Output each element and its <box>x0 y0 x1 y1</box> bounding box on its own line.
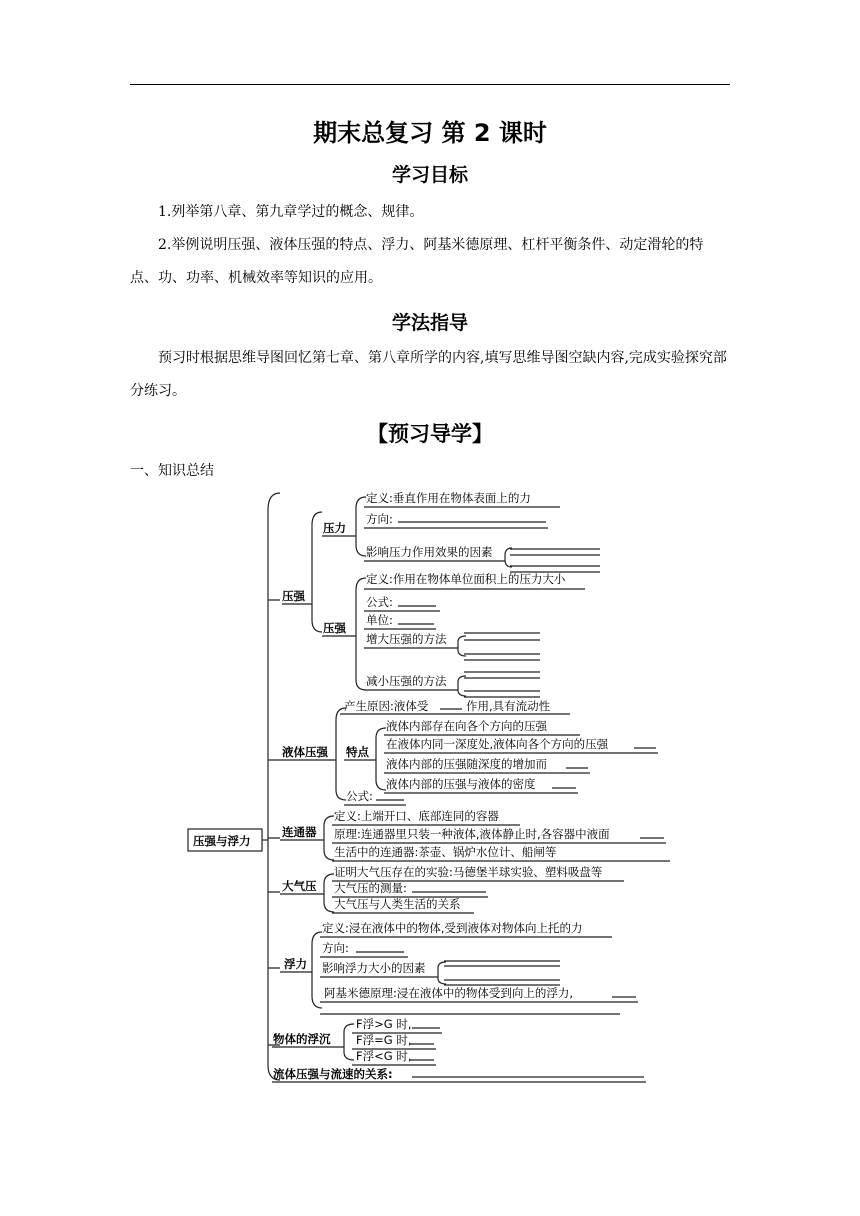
float-eq: F浮=G 时, <box>356 1033 412 1047</box>
feature-4: 液体内部的压强与液体的密度 <box>386 777 536 791</box>
atm-label: 大气压 <box>282 879 317 893</box>
fluid-label: 流体压强与流速的关系: <box>273 1067 393 1081</box>
connector-label: 连通器 <box>282 825 317 839</box>
main-brace <box>268 493 280 1080</box>
float-lt: F浮<G 时, <box>356 1049 412 1063</box>
liquid-cause-a: 产生原因:液体受 <box>344 699 429 713</box>
liquid-pressure: 液体压强 <box>282 745 328 759</box>
connector-def: 定义:上端开口、底部连同的容器 <box>334 809 499 823</box>
buoyancy-def: 定义:浸在液体中的物体,受到液体对物体向上托的力 <box>322 921 583 935</box>
pressure-formula: 公式: <box>366 595 393 609</box>
feature-1: 液体内部存在向各个方向的压强 <box>386 719 547 733</box>
increase-methods: 增大压强的方法 <box>366 632 447 646</box>
section-heading: 一、知识总结 <box>130 463 214 479</box>
float-sink-label: 物体的浮沉 <box>273 1032 331 1046</box>
goal-1: 1.列举第八章、第九章学过的概念、规律。 <box>158 204 424 220</box>
force-effect: 影响压力作用效果的因素 <box>366 545 493 559</box>
force-label: 压力 <box>323 521 346 535</box>
connector-life: 生活中的连通器:茶壶、锅炉水位计、船闸等 <box>334 845 557 859</box>
force-def: 定义:垂直作用在物体表面上的力 <box>366 491 531 505</box>
feature-3: 液体内部的压强随深度的增加而 <box>386 757 547 771</box>
pressure-unit: 单位: <box>366 613 393 627</box>
archimedes-principle: 阿基米德原理:浸在液体中的物体受到向上的浮力, <box>324 986 574 1000</box>
page-title: 期末总复习 第 2 课时 <box>313 119 547 147</box>
decrease-methods: 减小压强的方法 <box>366 674 447 688</box>
connector-principle: 原理:连通器里只装一种液体,液体静止时,各容器中液面 <box>334 827 610 841</box>
feature-label: 特点 <box>346 745 369 759</box>
pressure-group: 压强 <box>282 589 305 603</box>
force-dir: 方向: <box>366 512 393 526</box>
feature-2: 在液体内同一深度处,液体向各个方向的压强 <box>386 737 609 751</box>
liquid-cause-b: 作用,具有流动性 <box>466 699 551 713</box>
liquid-formula: 公式: <box>346 789 373 803</box>
preview-heading: 【预习导学】 <box>367 422 493 446</box>
atm-prove: 证明大气压存在的实验:马德堡半球实验、塑料吸盘等 <box>334 865 603 879</box>
pressure-def: 定义:作用在物体单位面积上的压力大小 <box>366 572 566 586</box>
pressure-label: 压强 <box>323 621 346 635</box>
atm-measure: 大气压的测量: <box>334 881 407 895</box>
mindmap-root: 压强与浮力 <box>193 834 251 848</box>
method-text: 预习时根据思维导图回忆第七章、第八章所学的内容,填写思维导图空缺内容,完成实验探究部分练习。 <box>130 350 727 399</box>
goal-2: 2.举例说明压强、液体压强的特点、浮力、阿基米德原理、杠杆平衡条件、动定滑轮的特点、功、功率、机械效率等知识的应用。 <box>130 237 704 286</box>
atm-life: 大气压与人类生活的关系 <box>334 897 461 911</box>
method-heading: 学法指导 <box>391 312 468 334</box>
float-gt: F浮>G 时, <box>356 1017 412 1031</box>
goals-heading: 学习目标 <box>391 164 468 186</box>
buoyancy-dir: 方向: <box>322 941 349 955</box>
buoyancy-label: 浮力 <box>284 957 307 971</box>
buoyancy-factor: 影响浮力大小的因素 <box>322 961 426 975</box>
